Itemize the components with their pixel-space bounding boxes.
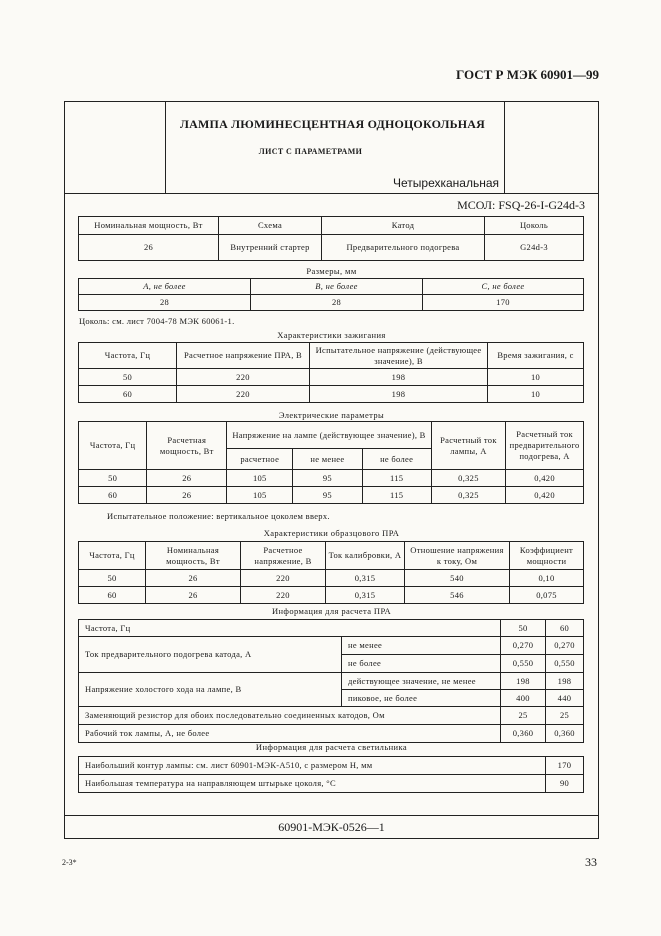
sheet-code: 60901-МЭК-0526—1 xyxy=(64,815,599,839)
ballast-info-caption: Информация для расчета ПРА xyxy=(271,606,392,616)
table-cell: 170 xyxy=(546,757,584,775)
table-header: Испытательное напряжение (действующее значение), В xyxy=(310,343,488,369)
table-cell: 220 xyxy=(177,386,310,403)
table-cell: 50 xyxy=(79,369,177,386)
table-cell: 50 xyxy=(79,570,146,587)
table-header: расчетное xyxy=(227,449,293,470)
table-cell: 90 xyxy=(546,775,584,793)
main-table xyxy=(78,216,584,261)
table-cell: не более xyxy=(342,655,501,673)
table-cell: 95 xyxy=(293,470,362,487)
table-header: A, не более xyxy=(79,279,251,295)
table-cell: 546 xyxy=(405,587,510,604)
table-cell: 26 xyxy=(147,470,227,487)
table-header: Частота, Гц xyxy=(79,542,146,570)
table-cell: 0,550 xyxy=(546,655,584,673)
table-header: Отношение напряжения к току, Ом xyxy=(405,542,510,570)
table-cell: 115 xyxy=(362,470,431,487)
table-cell: действующее значение, не менее xyxy=(342,673,501,690)
msol-code: МСОЛ: FSQ-26-I-G24d-3 xyxy=(457,198,585,212)
table-cell: 50 xyxy=(501,620,546,637)
table-cell: 60 xyxy=(546,620,584,637)
dimensions-caption: Размеры, мм xyxy=(306,266,357,276)
table-header: Частота, Гц xyxy=(79,422,147,470)
table-header: Номинальная мощность, Вт xyxy=(146,542,241,570)
table-cell: 26 xyxy=(146,587,241,604)
table-cell: 198 xyxy=(310,369,488,386)
base-note: Цоколь: см. лист 7004-78 МЭК 60061-1. xyxy=(79,316,235,326)
table-header: не менее xyxy=(293,449,362,470)
table-cell: 0,270 xyxy=(546,637,584,655)
table-cell: 440 xyxy=(546,690,584,707)
table-cell: 0,420 xyxy=(506,487,584,504)
ballast-info-table xyxy=(78,619,584,743)
print-mark: 2-3* xyxy=(62,858,77,867)
table-cell: 28 xyxy=(79,295,251,311)
test-position-note: Испытательное положение: вертикальное цоколем вверх. xyxy=(107,511,330,521)
sheet-title: ЛАМПА ЛЮМИНЕСЦЕНТНАЯ ОДНОЦОКОЛЬНАЯ xyxy=(180,117,486,131)
table-cell: 198 xyxy=(501,673,546,690)
table-header: Расчетное напряжение ПРА, В xyxy=(177,343,310,369)
table-cell: Наибольшая температура на направляющем штырьке цоколя, °С xyxy=(79,775,546,793)
table-cell: 28 xyxy=(251,295,423,311)
table-cell: 0,325 xyxy=(431,470,505,487)
table-cell: не менее xyxy=(342,637,501,655)
table-cell: 0,315 xyxy=(326,570,405,587)
table-cell: Ток предварительного подогрева катода, А xyxy=(79,637,342,673)
table-cell: 60 xyxy=(79,487,147,504)
table-cell: 0,315 xyxy=(326,587,405,604)
table-cell: Рабочий ток лампы, А, не более xyxy=(79,725,501,743)
table-cell: 0,075 xyxy=(510,587,584,604)
table-cell: 25 xyxy=(546,707,584,725)
sheet-subtitle: ЛИСТ С ПАРАМЕТРАМИ xyxy=(258,147,363,156)
table-cell: 105 xyxy=(227,470,293,487)
table-cell: 60 xyxy=(79,386,177,403)
page-number: 33 xyxy=(585,855,597,869)
table-cell: 220 xyxy=(241,570,326,587)
table-cell: 198 xyxy=(546,673,584,690)
table-header: Напряжение на лампе (действующее значение), В xyxy=(227,422,431,449)
table-header: Коэффициент мощности xyxy=(510,542,584,570)
table-cell: 0,420 xyxy=(506,470,584,487)
ignition-table xyxy=(78,342,584,403)
table-cell: Наибольший контур лампы: см. лист 60901-МЭК-А510, с размером H, мм xyxy=(79,757,546,775)
table-cell: 170 xyxy=(423,295,584,311)
table-cell: 26 xyxy=(79,235,219,261)
table-header: Номинальная мощность, Вт xyxy=(79,217,219,235)
table-header: C, не более xyxy=(423,279,584,295)
table-cell: 220 xyxy=(177,369,310,386)
table-cell: G24d-3 xyxy=(485,235,584,261)
table-cell: 540 xyxy=(405,570,510,587)
table-cell: 50 xyxy=(79,470,147,487)
table-header: Катод xyxy=(322,217,485,235)
ballast-caption: Характеристики образцового ПРА xyxy=(263,528,400,538)
table-cell: 105 xyxy=(227,487,293,504)
table-cell: Предварительного подогрева xyxy=(322,235,485,261)
table-header: Расчетная мощность, Вт xyxy=(147,422,227,470)
table-cell: Внутренний стартер xyxy=(219,235,322,261)
table-cell: 26 xyxy=(147,487,227,504)
luminaire-info-table xyxy=(78,756,584,793)
table-cell: 0,360 xyxy=(546,725,584,743)
table-cell: 10 xyxy=(488,386,584,403)
table-header: Расчетное напряжение, В xyxy=(241,542,326,570)
table-header: Частота, Гц xyxy=(79,343,177,369)
table-cell: пиковое, не более xyxy=(342,690,501,707)
electrical-table xyxy=(78,421,584,504)
table-header: B, не более xyxy=(251,279,423,295)
table-header: Расчетный ток лампы, А xyxy=(431,422,505,470)
table-cell: 0,550 xyxy=(501,655,546,673)
table-cell: 95 xyxy=(293,487,362,504)
lamp-type: Четырехканальная xyxy=(393,176,500,190)
table-cell: 60 xyxy=(79,587,146,604)
table-cell: 0,270 xyxy=(501,637,546,655)
table-header: Время зажигания, с xyxy=(488,343,584,369)
table-cell: 400 xyxy=(501,690,546,707)
table-cell: 220 xyxy=(241,587,326,604)
table-cell: 25 xyxy=(501,707,546,725)
table-header: Схема xyxy=(219,217,322,235)
table-cell: 26 xyxy=(146,570,241,587)
table-header: не более xyxy=(362,449,431,470)
table-header: Расчетный ток предварительного подогрева, А xyxy=(506,422,584,470)
table-cell: Частота, Гц xyxy=(79,620,501,637)
table-cell: 0,360 xyxy=(501,725,546,743)
luminaire-info-caption: Информация для расчета светильника xyxy=(255,742,408,752)
table-cell: Заменяющий резистор для обоих последовательно соединенных катодов, Ом xyxy=(79,707,501,725)
table-header: Ток калибровки, А xyxy=(326,542,405,570)
standard-number: ГОСТ Р МЭК 60901—99 xyxy=(456,67,599,82)
table-cell: 0,325 xyxy=(431,487,505,504)
table-cell: Напряжение холостого хода на лампе, В xyxy=(79,673,342,707)
table-header: Цоколь xyxy=(485,217,584,235)
dimensions-table xyxy=(78,278,584,311)
ignition-caption: Характеристики зажигания xyxy=(277,330,386,340)
table-cell: 115 xyxy=(362,487,431,504)
electrical-caption: Электрические параметры xyxy=(278,410,385,420)
table-cell: 10 xyxy=(488,369,584,386)
table-cell: 198 xyxy=(310,386,488,403)
table-cell: 0,10 xyxy=(510,570,584,587)
ballast-table xyxy=(78,541,584,604)
